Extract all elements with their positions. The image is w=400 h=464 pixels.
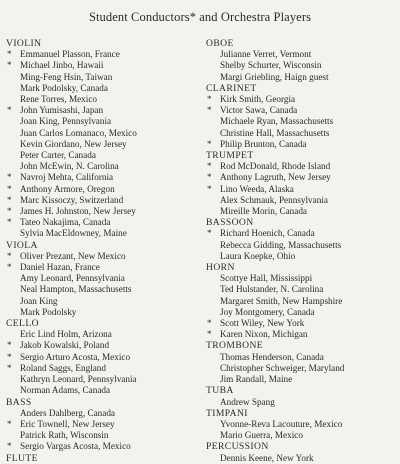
player-entry: Alex Schmauk, Pennsylvania	[220, 194, 328, 205]
player-entry: Christopher Schweiger, Maryland	[220, 362, 345, 373]
player-entry: Mireille Morin, Canada	[220, 206, 308, 217]
conductor-player-entry: * Karen Nixon, Michigan	[206, 329, 396, 340]
player-entry: Anders Dahlberg, Canada	[20, 407, 115, 418]
player-entry: Thomas Henderson, Canada	[220, 351, 324, 362]
conductor-player-entry: * Rod McDonald, Rhode Island	[206, 161, 396, 172]
player-entry: Yvonne-Reva Lacouture, Mexico	[220, 418, 343, 429]
conductor-player-entry: * Oliver Prezant, New Mexico	[6, 251, 196, 262]
section-heading: CELLO	[6, 318, 39, 330]
player-entry: Joan King	[20, 295, 58, 306]
conductor-player-entry: * Lino Weeda, Alaska	[206, 184, 396, 195]
player-entry: John McEwin, N. Carolina	[20, 161, 119, 172]
section-heading: PERCUSSION	[206, 441, 269, 453]
player-entry: Ming-Feng Hsin, Taiwan	[20, 71, 113, 82]
player-entry: Scottye Hall, Mississippi	[220, 273, 313, 284]
player-entry: Norman Adams, Canada	[20, 385, 111, 396]
player-entry: Dennis Keene, New York	[220, 452, 314, 463]
player-entry: Ted Hulstander, N. Carolina	[220, 284, 324, 295]
conductor-player-entry: * Eric Townell, New Jersey	[6, 419, 196, 430]
player-entry: Mark Podolsky	[20, 306, 77, 317]
player-entry: Kathryn Leonard, Pennsylvania	[20, 374, 137, 385]
player-entry: Jim Randall, Maine	[220, 374, 293, 385]
player-entry: Kevin Giordano, New Jersey	[20, 138, 127, 149]
conductor-player-entry: * Victor Sawa, Canada	[206, 105, 396, 116]
conductor-player-entry: * James H. Johnston, New Jersey	[6, 206, 196, 217]
section-heading: VIOLA	[6, 239, 38, 251]
player-entry: Andrew Spang	[220, 396, 275, 407]
conductor-player-entry: * Jakob Kowalski, Poland	[6, 340, 196, 351]
player-entry: Sylvia MacEldowney, Maine	[20, 228, 127, 239]
section-heading: TROMBONE	[206, 340, 264, 352]
conductor-player-entry: * Roland Saggs, England	[6, 363, 196, 374]
conductor-player-entry: * Richard Hoenich, Canada	[206, 228, 396, 239]
conductor-player-entry: * Scott Wiley, New York	[206, 318, 396, 329]
conductor-player-entry: * Navroj Mehta, California	[6, 172, 196, 183]
section-heading: VIOLIN	[6, 38, 42, 49]
conductor-player-entry: * Sergio Arturo Acosta, Mexico	[6, 352, 196, 363]
page-title: Student Conductors* and Orchestra Players	[88, 10, 312, 24]
section-heading: TUBA	[206, 385, 234, 397]
player-entry: Michaele Ryan, Massachusetts	[220, 116, 334, 127]
section-heading: OBOE	[206, 38, 234, 49]
section-heading: CLARINET	[206, 82, 257, 94]
conductor-player-entry: * John Yumisashi, Japan	[6, 105, 196, 116]
conductor-player-entry: * Philip Brunton, Canada	[206, 139, 396, 150]
conductor-player-entry: * Kirk Smith, Georgia	[206, 94, 396, 105]
player-entry: Peter Carter, Canada	[20, 150, 96, 161]
player-entry: Rebecca Gidding, Massachusetts	[220, 239, 342, 250]
player-entry: Margaret Smith, New Hampshire	[220, 295, 343, 306]
player-entry: Neal Hampton, Massachusetts	[20, 284, 132, 295]
player-entry: Eric Lind Holm, Arizona	[20, 329, 112, 340]
section-heading: TIMPANI	[206, 407, 248, 419]
player-entry: Christine Hall, Massachusetts	[220, 127, 330, 138]
conductor-player-entry: * Tateo Nakajima, Canada	[6, 217, 196, 228]
player-entry: Joy Montgomery, Canada	[220, 306, 315, 317]
conductor-player-entry: * Anthony Armore, Oregon	[6, 184, 196, 195]
player-entry: Patrick Rath, Wisconsin	[20, 430, 109, 441]
player-entry: Julianne Verret, Vermont	[220, 49, 312, 60]
conductor-player-entry: * Michael Jinbo, Hawaii	[6, 60, 196, 71]
player-entry: Mario Guerra, Mexico	[220, 430, 303, 441]
section-heading: FLUTE	[6, 452, 38, 464]
conductor-player-entry: * Sergio Vargas Acosta, Mexico	[6, 441, 196, 452]
player-entry: Laura Koepke, Ohio	[220, 250, 296, 261]
player-entry: Amy Leonard, Pennsylvania	[20, 273, 125, 284]
conductor-player-entry: * Marc Kissoczy, Switzerland	[6, 195, 196, 206]
section-heading: BASSOON	[206, 217, 254, 229]
section-heading: TRUMPET	[206, 150, 254, 162]
player-entry: Mark Podolsky, Canada	[20, 82, 108, 93]
conductor-player-entry: * Emmanuel Plasson, France	[6, 49, 196, 60]
player-entry: Rene Torres, Mexico	[20, 94, 98, 105]
conductor-player-entry: * Daniel Hazan, France	[6, 262, 196, 273]
player-entry: Joan King, Pennsylvania	[20, 116, 112, 127]
player-entry: Shelby Schurter, Wisconsin	[220, 60, 322, 71]
player-entry: Juan Carlos Lomanaco, Mexico	[20, 127, 137, 138]
conductor-player-entry: * Anthony Lagruth, New Jersey	[206, 172, 396, 183]
player-entry: Margi Griebling, Haign guest	[220, 71, 329, 82]
section-heading: BASS	[6, 396, 32, 408]
section-heading: HORN	[206, 262, 235, 274]
